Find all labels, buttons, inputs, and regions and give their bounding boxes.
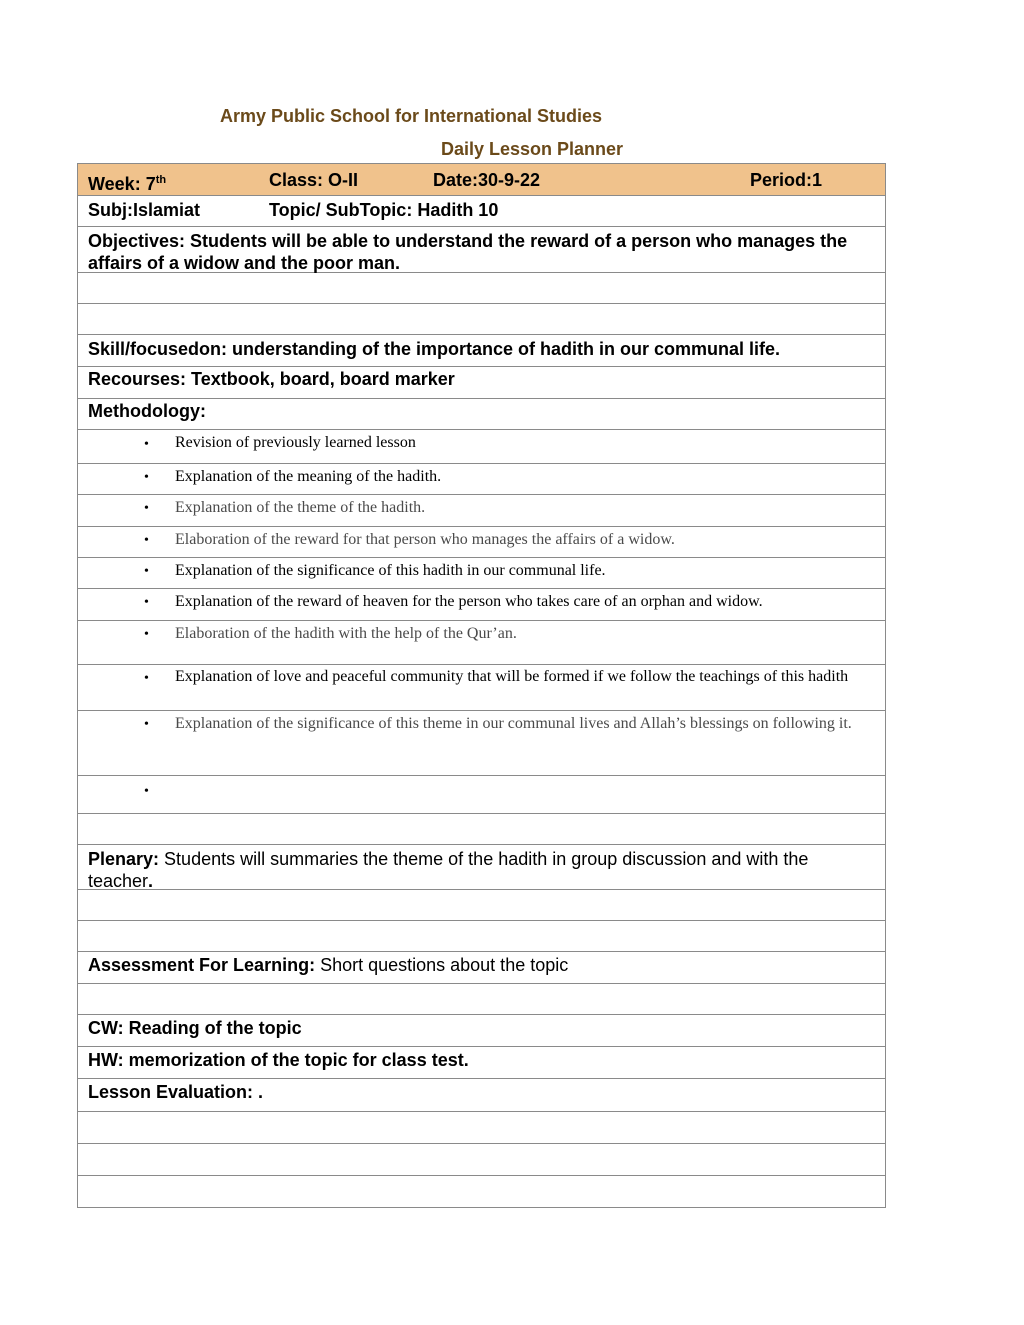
methodology-item-text: Elaboration of the hadith with the help of the Qur’an. <box>175 625 517 642</box>
bullet-icon: • <box>144 470 149 485</box>
resources-row <box>77 367 886 399</box>
plenary-text <box>78 845 885 892</box>
methodology-item-text: Revision of previously learned lesson <box>175 434 416 451</box>
bullet-icon: • <box>144 533 149 548</box>
week-label: Week: 7 <box>88 174 156 194</box>
assessment-body: Short questions about the topic <box>315 955 569 975</box>
methodology-item <box>77 589 886 621</box>
plenary-body: Students will summaries the theme of the hadith in group discussion and with the teacher <box>88 849 809 891</box>
info-header-row <box>77 164 886 196</box>
methodology-item <box>77 776 886 814</box>
empty-row <box>77 273 886 304</box>
methodology-item <box>77 430 886 464</box>
bullet-icon: • <box>144 627 149 642</box>
bullet-icon: • <box>144 501 149 516</box>
empty-row <box>77 890 886 921</box>
methodology-item-text: Explanation of love and peaceful community that will be formed if we follow the teachings of this hadith <box>175 668 849 685</box>
bullet-icon: • <box>144 671 149 686</box>
empty-row <box>77 984 886 1015</box>
objectives-row <box>77 227 886 273</box>
evaluation-text: Lesson Evaluation: . <box>88 1082 264 1102</box>
methodology-label-row <box>77 399 886 430</box>
subject-cell: Subj:Islamiat <box>88 200 201 220</box>
homework-text: HW: memorization of the topic for class test. <box>88 1050 469 1070</box>
subject-row <box>77 196 886 227</box>
week-sup: th <box>155 174 167 186</box>
empty-row <box>77 1144 886 1176</box>
class-cell: Class: O-II <box>269 170 359 190</box>
methodology-item <box>77 711 886 776</box>
classwork-row <box>77 1015 886 1047</box>
skill-text: Skill/focusedon: understanding of the importance of hadith in our communal life. <box>88 339 781 359</box>
empty-row <box>77 304 886 335</box>
skill-row <box>77 335 886 367</box>
empty-row <box>77 921 886 952</box>
lesson-plan-table <box>77 163 886 1208</box>
plenary-row <box>77 845 886 890</box>
empty-row <box>77 1112 886 1144</box>
empty-row <box>77 814 886 845</box>
methodology-item-text: Explanation of the reward of heaven for the person who takes care of an orphan and widow. <box>175 593 763 610</box>
plenary-label: Plenary: <box>88 849 160 869</box>
methodology-item <box>77 665 886 711</box>
bullet-icon: • <box>144 564 149 579</box>
bullet-icon: • <box>144 595 149 610</box>
homework-row <box>77 1047 886 1079</box>
methodology-item-text: Explanation of the significance of this hadith in our communal life. <box>175 562 606 579</box>
plenary-end: . <box>148 871 154 891</box>
methodology-item <box>77 558 886 589</box>
resources-text: Recourses: Textbook, board, board marker <box>88 369 455 389</box>
bullet-icon: • <box>144 437 149 452</box>
week-cell <box>88 169 166 195</box>
topic-cell: Topic/ SubTopic: Hadith 10 <box>269 200 499 220</box>
methodology-item-text: Explanation of the meaning of the hadith. <box>175 468 442 485</box>
methodology-item <box>77 527 886 558</box>
bullet-icon: • <box>144 784 149 799</box>
methodology-item-text: Explanation of the significance of this theme in our communal lives and Allah’s blessings on following it. <box>175 715 852 732</box>
objectives-text: Objectives: Students will be able to understand the reward of a person who manages the affairs of a widow and the poor man. <box>88 231 848 273</box>
methodology-item-text: Elaboration of the reward for that person who manages the affairs of a widow. <box>175 531 675 548</box>
evaluation-row <box>77 1079 886 1112</box>
period-cell: Period:1 <box>750 170 823 190</box>
methodology-item-text: Explanation of the theme of the hadith. <box>175 499 426 516</box>
bullet-icon: • <box>144 717 149 732</box>
methodology-item <box>77 495 886 527</box>
planner-title: Daily Lesson Planner <box>441 139 624 159</box>
date-cell: Date:30-9-22 <box>433 170 541 190</box>
methodology-label: Methodology: <box>88 401 206 421</box>
methodology-item <box>77 464 886 495</box>
methodology-item <box>77 621 886 665</box>
classwork-text: CW: Reading of the topic <box>88 1018 302 1038</box>
empty-row <box>77 1176 886 1208</box>
assessment-label: Assessment For Learning: <box>88 955 316 975</box>
assessment-row <box>77 952 886 984</box>
school-name: Army Public School for International Studies <box>220 106 603 126</box>
assessment-text <box>78 952 885 976</box>
